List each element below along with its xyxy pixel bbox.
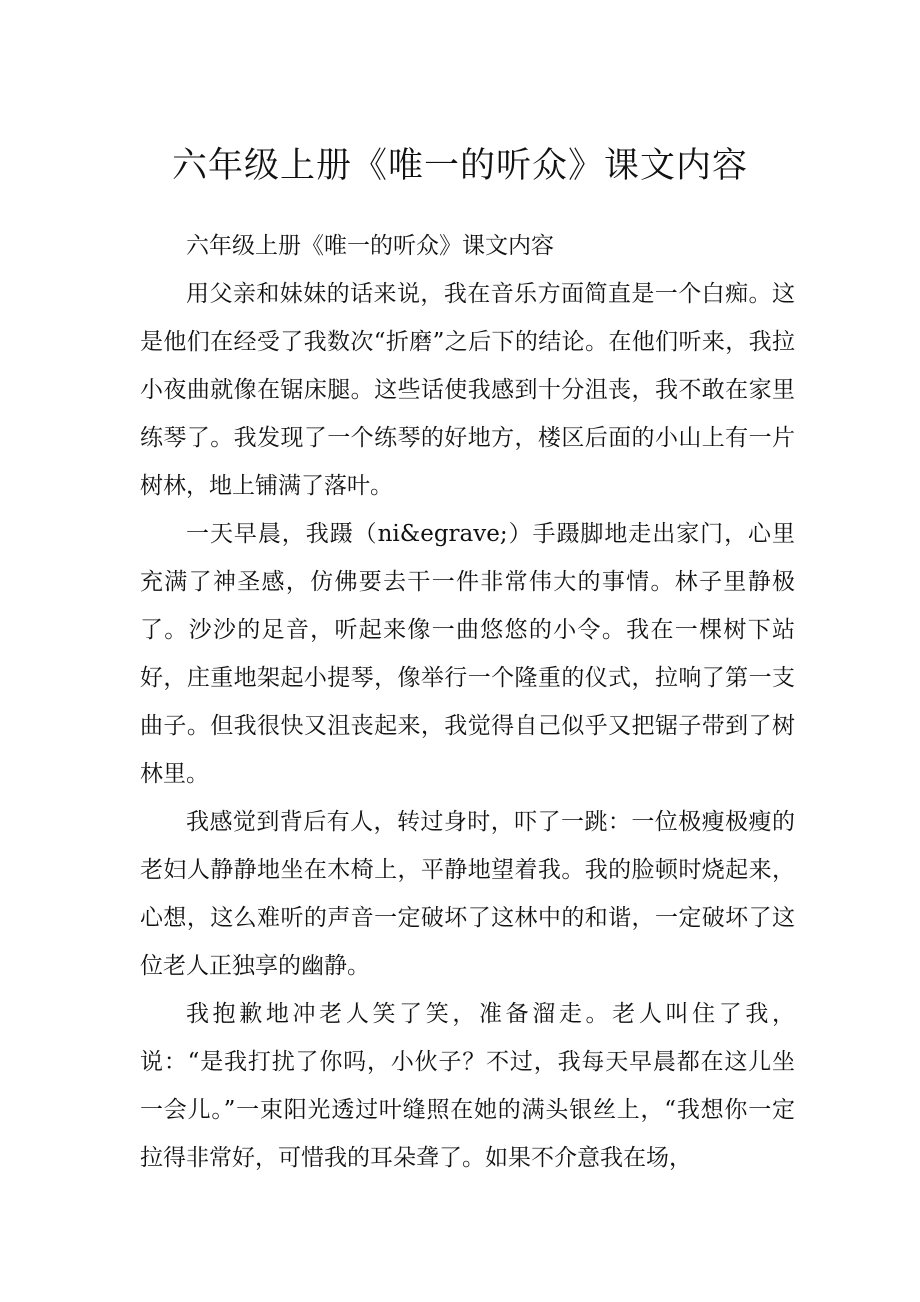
paragraph: 用父亲和妹妹的话来说，我在音乐方面简直是一个白痴。这是他们在经受了我数次“折磨”之后下的结论。在他们听来，我拉小夜曲就像在锯床腿。这些话使我感到十分沮丧，我不敢在家里练琴了。我发现了一个练琴的好地方，楼区后面的小山上有一片树林，地上铺满了落叶。 — [140, 281, 795, 499]
page-title: 六年级上册《唯一的听众》课文内容 — [171, 146, 748, 186]
paragraph: 一天早晨，我蹑（ni&egrave;）手蹑脚地走出家门，心里充满了神圣感，仿佛要去干一件非常伟大的事情。林子里静极了。沙沙的足音，听起来像一曲悠悠的小令。我在一棵树下站好，庄重地架起小提琴，像举行一个隆重的仪式，拉响了第一支曲子。但我很快又沮丧起来，我觉得自己似乎又把锯子带到了树林里。 — [140, 521, 795, 787]
paragraph-subtitle: 六年级上册《唯一的听众》课文内容 — [186, 233, 554, 259]
paragraph: 我感觉到背后有人，转过身时，吓了一跳：一位极瘦极瘦的老妇人静静地坐在木椅上，平静地望着我。我的脸顿时烧起来，心想，这么难听的声音一定破坏了这林中的和谐，一定破坏了这位老人正独享的幽静。 — [140, 809, 795, 979]
paragraph: 我抱歉地冲老人笑了笑，准备溜走。老人叫住了我，说：“是我打扰了你吗，小伙子？不过，我每天早晨都在这儿坐一会儿。”一束阳光透过叶缝照在她的满头银丝上，“我想你一定拉得非常好，可惜我的耳朵聋了。如果不介意我在场， — [140, 1001, 795, 1171]
document-body — [140, 222, 795, 1182]
